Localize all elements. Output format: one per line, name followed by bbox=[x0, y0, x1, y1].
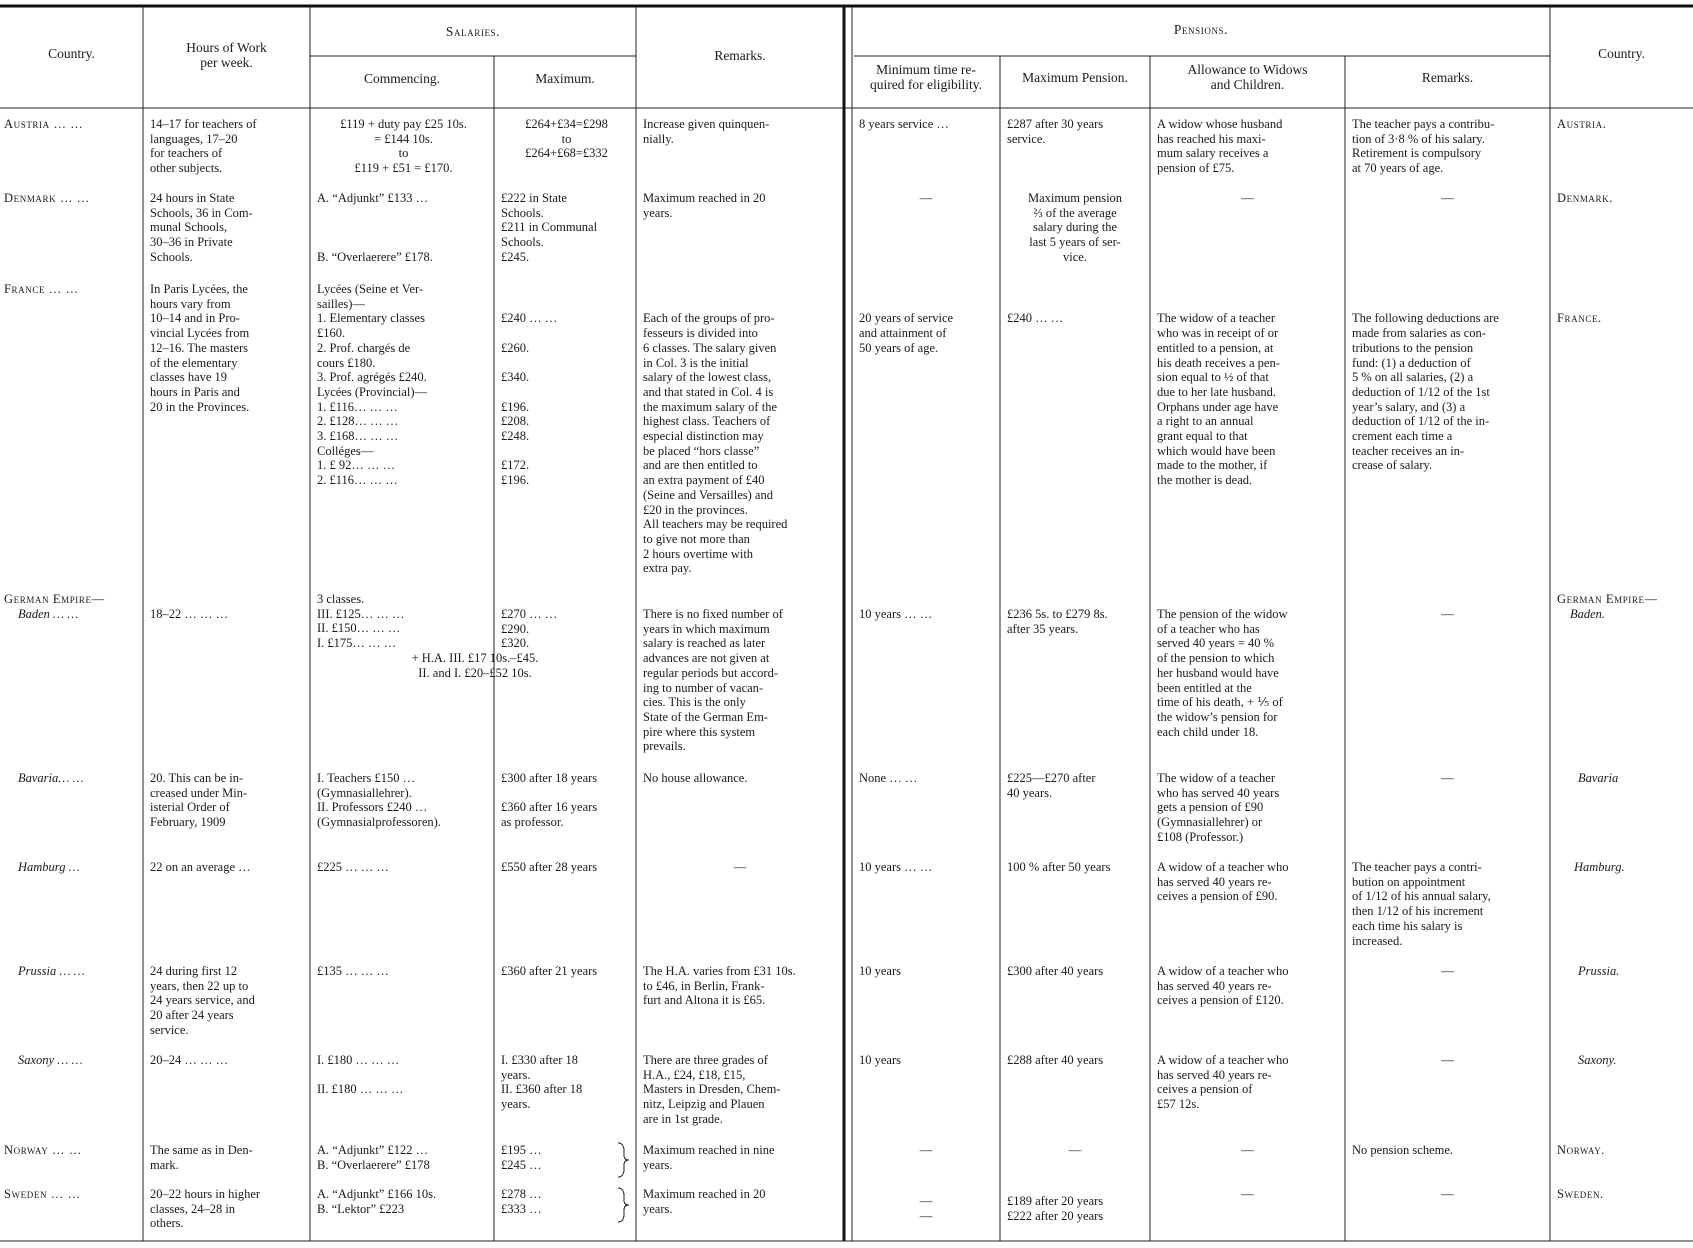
max-pension-cell: £240 … … bbox=[1007, 311, 1064, 326]
maximum-cell: £270 … … £290. £320. bbox=[501, 607, 558, 651]
hours-cell: The same as in Den- mark. bbox=[150, 1143, 253, 1172]
country-cell: Prussia … … bbox=[18, 964, 85, 978]
header-remarks-salaries: Remarks. bbox=[714, 48, 766, 63]
header-country-left: Country. bbox=[48, 46, 95, 61]
salary-remarks-cell: No house allowance. bbox=[643, 771, 748, 785]
house-allowance-note: + H.A. III. £17 10s.–£45. II. and I. £20–£52 10s. bbox=[411, 651, 539, 680]
maximum-cell: £195 … £245 … bbox=[501, 1143, 542, 1172]
widows-cell: The widow of a teacher who has served 40 years gets a pension of £90 (Gymnasiallehrer) or £108 (Professor.) bbox=[1157, 771, 1280, 844]
max-pension-cell: — bbox=[1068, 1143, 1082, 1157]
max-pension-cell: £288 after 40 years bbox=[1007, 1053, 1104, 1067]
commencing-cell: 3 classes. III. £125… … … II. £150… … … I. £175… … … bbox=[317, 592, 405, 651]
salary-remarks-cell: There are three grades of H.A., £24, £18, £15, Masters in Dresden, Chem- nitz, Leipzig and Plauen are in 1st grade. bbox=[643, 1053, 781, 1126]
header-maximum: Maximum. bbox=[535, 71, 595, 86]
commencing-cell: A. “Adjunkt” £122 … B. “Overlaerere” £178 bbox=[317, 1143, 430, 1172]
header-remarks-pensions: Remarks. bbox=[1421, 70, 1474, 85]
country-right-cell: France. bbox=[1557, 311, 1602, 326]
pension-remarks-cell: — bbox=[1441, 1053, 1454, 1067]
maximum-cell: £264+£34=£298 to £264+£68=£332 bbox=[525, 117, 608, 161]
salary-remarks-cell: Maximum reached in nine years. bbox=[643, 1143, 775, 1172]
max-pension-cell: £189 after 20 years £222 after 20 years bbox=[1007, 1194, 1104, 1223]
pension-remarks-cell: — bbox=[1441, 607, 1454, 621]
hours-cell: 22 on an average … bbox=[150, 860, 251, 874]
country-right-cell: Prussia. bbox=[1578, 964, 1620, 978]
widows-cell: The pension of the widow of a teacher who has served 40 years = 40 % of the pension to which her husband would have been entitled at the time of his death, + ⅕ of the widow’s pension for each child under 18. bbox=[1157, 607, 1288, 739]
widows-cell: — bbox=[1241, 1143, 1254, 1157]
country-right-cell: Bavaria bbox=[1578, 771, 1619, 785]
pension-remarks-cell: — bbox=[1441, 1187, 1454, 1201]
commencing-cell: A. “Adjunkt” £133 … B. “Overlaerere” £178. bbox=[317, 191, 433, 264]
state-cell: Baden … … bbox=[18, 607, 79, 621]
widows-cell: A widow of a teacher who has served 40 years re- ceives a pension of £90. bbox=[1157, 860, 1289, 904]
widows-cell: A widow whose husband has reached his maxi- mum salary receives a pension of £75. bbox=[1157, 117, 1283, 176]
country-cell: Saxony … … bbox=[18, 1053, 83, 1067]
country-cell: Austria … … bbox=[4, 117, 84, 131]
maximum-cell: £222 in State Schools. £211 in Communal Schools. £245. bbox=[501, 191, 598, 264]
min-time-cell: 10 years … … bbox=[859, 860, 933, 874]
hours-cell: 14–17 for teachers of languages, 17–20 for teachers of other subjects. bbox=[150, 117, 257, 176]
max-pension-cell: Maximum pension ⅔ of the average salary during the last 5 years of ser- vice. bbox=[1027, 191, 1123, 264]
maximum-cell: £360 after 21 years bbox=[501, 964, 598, 978]
salary-remarks-cell: Maximum reached in 20 years. bbox=[643, 191, 766, 220]
country-right-cell: Sweden. bbox=[1557, 1187, 1604, 1201]
max-pension-cell: 100 % after 50 years bbox=[1007, 860, 1111, 874]
min-time-cell: — — bbox=[919, 1194, 933, 1223]
hours-cell: 24 hours in State Schools, 36 in Com- munal Schools, 30–36 in Private Schools. bbox=[150, 191, 253, 264]
maximum-cell: £278 … £333 … bbox=[501, 1187, 542, 1216]
pension-remarks-cell: — bbox=[1441, 964, 1454, 978]
salary-remarks-cell: There is no fixed number of years in which maximum salary is reached as later advances are not given at regular periods but accord- ing to number of vacan- cies. This is the only State of the German Em- pire where this system prevails. bbox=[643, 607, 783, 754]
pension-remarks-cell: The teacher pays a contri- bution on appointment of 1/12 of his annual salary, then 1/12 of his increment each time his salary is increased. bbox=[1352, 860, 1491, 948]
maximum-cell: £240 … … £260. £340. £196. £208. £248. £172. £196. bbox=[501, 311, 558, 488]
pension-remarks-cell: The following deductions are made from salaries as con- tributions to the pension fund: (1) a deduction of 5 % on all salaries, (2) a deduction of 1/12 of the 1st year’s salary, and (3) a deduction of 1/12 of the in- crement each time a teacher receives an in- crease of salary. bbox=[1352, 311, 1499, 473]
hours-cell: 24 during first 12 years, then 22 up to 24 years service, and 20 after 24 years service. bbox=[150, 964, 255, 1037]
salary-remarks-cell: The H.A. varies from £31 10s. to £46, in Berlin, Frank- furt and Altona it is £65. bbox=[643, 964, 796, 1008]
max-pension-cell: £300 after 40 years bbox=[1007, 964, 1104, 978]
country-right-cell: Saxony. bbox=[1578, 1053, 1617, 1067]
max-pension-cell: £236 5s. to £279 8s. after 35 years. bbox=[1007, 607, 1108, 636]
min-time-cell: 20 years of service and attainment of 50 years of age. bbox=[859, 311, 954, 355]
widows-cell: — bbox=[1241, 191, 1254, 205]
pension-remarks-cell: — bbox=[1441, 191, 1454, 205]
max-pension-cell: £287 after 30 years service. bbox=[1007, 117, 1104, 146]
country-right-cell: German Empire— bbox=[1557, 592, 1658, 606]
hours-cell: 20. This can be in- creased under Min- isterial Order of February, 1909 bbox=[150, 771, 248, 830]
min-time-cell: — bbox=[919, 1143, 933, 1157]
header-max-pension: Maximum Pension. bbox=[1022, 70, 1128, 85]
salary-remarks-cell: Each of the groups of pro- fesseurs is divided into 6 classes. The salary given in Col. 3 is the initial salary of the lowest class, and that stated in Col. 4 is the maximum salary of the highest class. Teachers of especial distinction may be placed “hors classe” and are then entitled to an extra payment of £40 (Seine and Versailles) and £20 in the provinces. All teachers may be required to give not more than 2 hours overtime with extra pay. bbox=[643, 311, 788, 576]
pension-remarks-cell: — bbox=[1441, 771, 1454, 785]
hours-cell: 20–24 … … … bbox=[150, 1053, 229, 1067]
commencing-cell: I. Teachers £150 … (Gymnasiallehrer). II. Professors £240 … (Gymnasialprofessoren). bbox=[317, 771, 441, 830]
min-time-cell: 10 years bbox=[859, 964, 901, 978]
commencing-cell: A. “Adjunkt” £166 10s. B. “Lektor” £223 bbox=[317, 1187, 437, 1216]
country-cell: Bavaria… … bbox=[18, 771, 84, 785]
maximum-cell: £550 after 28 years bbox=[501, 860, 598, 874]
country-right-cell: Denmark. bbox=[1557, 191, 1613, 205]
header-country-right: Country. bbox=[1598, 46, 1645, 61]
widows-cell: — bbox=[1241, 1187, 1254, 1201]
country-right-cell: Austria. bbox=[1557, 117, 1607, 131]
min-time-cell: — bbox=[919, 191, 933, 205]
pension-remarks-cell: The teacher pays a contribu- tion of 3·8 % of his salary. Retirement is compulsory at 70 years of age. bbox=[1352, 117, 1495, 176]
country-cell: Norway … … bbox=[4, 1143, 82, 1157]
country-right-cell: Hamburg. bbox=[1574, 860, 1625, 874]
min-time-cell: 8 years service … bbox=[859, 117, 949, 131]
country-cell: Sweden … … bbox=[4, 1187, 81, 1201]
maximum-cell: £300 after 18 years £360 after 16 years as professor. bbox=[501, 771, 598, 830]
header-commencing: Commencing. bbox=[363, 71, 441, 86]
header-hours: Hours of Work per week. bbox=[186, 40, 267, 70]
salary-remarks-cell: Maximum reached in 20 years. bbox=[643, 1187, 766, 1216]
country-cell: Hamburg … bbox=[18, 860, 80, 874]
country-cell: Denmark … … bbox=[4, 191, 90, 205]
commencing-cell: £225 … … … bbox=[317, 860, 389, 874]
widows-cell: A widow of a teacher who has served 40 years re- ceives a pension of £57 12s. bbox=[1157, 1053, 1289, 1112]
country-cell: France … … bbox=[4, 282, 79, 296]
hours-cell: 18–22 … … … bbox=[150, 607, 229, 621]
pension-remarks-cell: No pension scheme. bbox=[1352, 1143, 1454, 1157]
header-min-time: Minimum time re- quired for eligibility. bbox=[870, 62, 982, 92]
salary-remarks-cell: Increase given quinquen- nially. bbox=[643, 117, 770, 146]
salary-remarks-cell: — bbox=[733, 860, 747, 874]
max-pension-cell: £225—£270 after 40 years. bbox=[1007, 771, 1096, 800]
widows-cell: A widow of a teacher who has served 40 years re- ceives a pension of £120. bbox=[1157, 964, 1289, 1008]
country-cell: German Empire— bbox=[4, 592, 105, 606]
min-time-cell: None … … bbox=[859, 771, 918, 785]
commencing-cell: £135 … … … bbox=[317, 964, 389, 978]
commencing-cell: Lycées (Seine et Ver- sailles)— 1. Elementary classes £160. 2. Prof. chargés de cours £180. 3. Prof. agrégés £240. Lycées (Provincial)— 1. £116… … … 2. £128… … … 3. £168… … … Colléges— 1. £ 92… … … 2. £116… … … bbox=[317, 282, 428, 488]
country-right-cell: Norway. bbox=[1557, 1143, 1606, 1157]
commencing-cell: I. £180 … … … II. £180 … … … bbox=[317, 1053, 404, 1097]
hours-cell: 20–22 hours in higher classes, 24–28 in others. bbox=[150, 1187, 261, 1231]
min-time-cell: 10 years bbox=[859, 1053, 901, 1067]
header-pensions: Pensions. bbox=[1173, 22, 1229, 37]
header-salaries: Salaries. bbox=[445, 24, 501, 39]
maximum-cell: I. £330 after 18 years. II. £360 after 18 years. bbox=[501, 1053, 583, 1112]
state-right-cell: Baden. bbox=[1570, 607, 1606, 621]
widows-cell: The widow of a teacher who was in receipt of or entitled to a pension, at his death receives a pen- sion equal to ½ of that due to her late husband. Orphans under age have a right to an annual grant equal to that which would have been made to the mother, if the mother is dead. bbox=[1157, 311, 1280, 488]
min-time-cell: 10 years … … bbox=[859, 607, 933, 621]
header-widows: Allowance to Widows and Children. bbox=[1187, 62, 1308, 92]
commencing-cell: £119 + duty pay £25 10s. = £144 10s. to £119 + £51 = £170. bbox=[340, 117, 467, 176]
hours-cell: In Paris Lycées, the hours vary from 10–14 and in Pro- vincial Lycées from 12–16. The masters of the elementary classes have 19 hours in Paris and 20 in the Provinces. bbox=[150, 282, 250, 414]
